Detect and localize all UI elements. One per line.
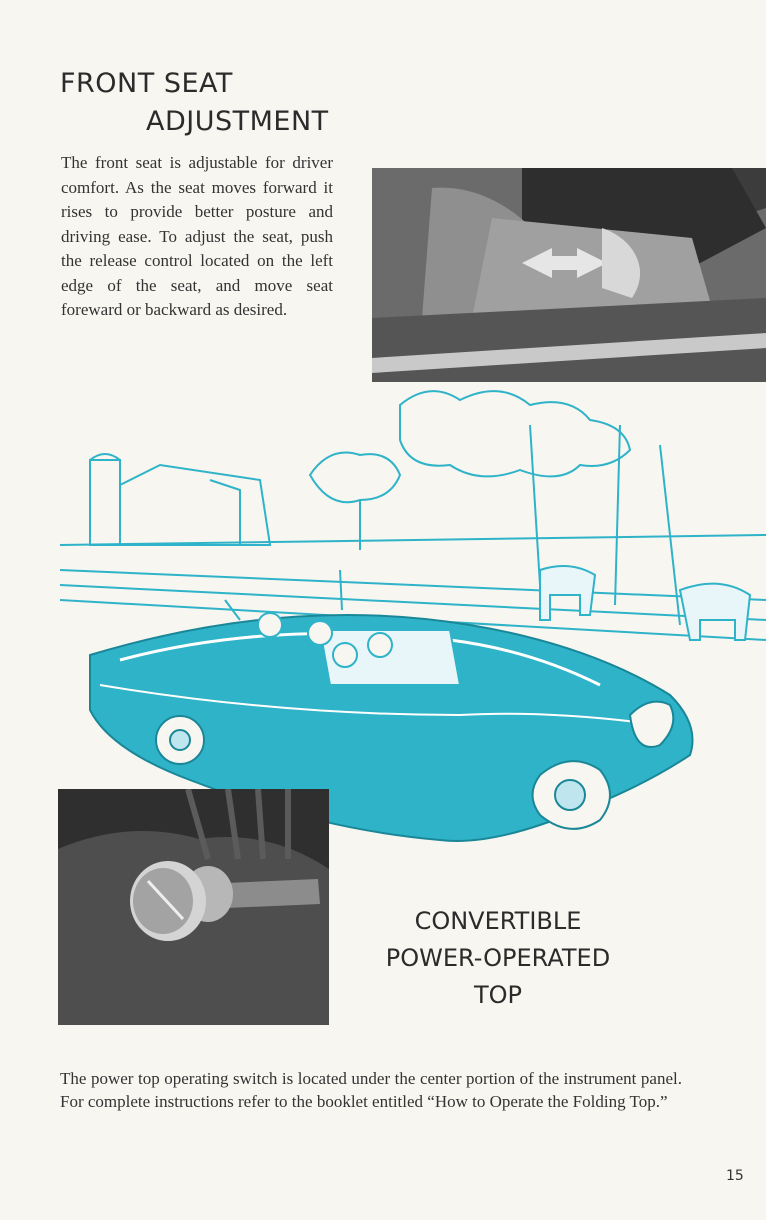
page-number: 15	[726, 1168, 744, 1184]
seat-adjustment-photo	[372, 168, 766, 382]
section-heading-front-seat-line1: FRONT SEAT	[60, 68, 233, 99]
section-heading-convertible-top	[352, 903, 644, 1014]
convertible-heading-line3: TOP	[473, 981, 523, 1009]
convertible-heading-line1: CONVERTIBLE	[414, 907, 582, 935]
convertible-top-paragraph: The power top operating switch is located under the center portion of the instrument panel. For complete instructions refer to the booklet entitled “How to Operate the Folding Top.”	[60, 1069, 682, 1111]
front-seat-paragraph: The front seat is adjustable for driver comfort. As the seat moves forward it rises to provide better posture and driving ease. To adjust the seat, push the release control located on the left edge of the seat, and move seat foreward or backward as desired.	[61, 153, 333, 319]
convertible-heading-line2: POWER-OPERATED	[385, 944, 611, 972]
section-heading-front-seat-line2: ADJUSTMENT	[146, 106, 329, 137]
power-top-switch-photo	[58, 789, 329, 1025]
